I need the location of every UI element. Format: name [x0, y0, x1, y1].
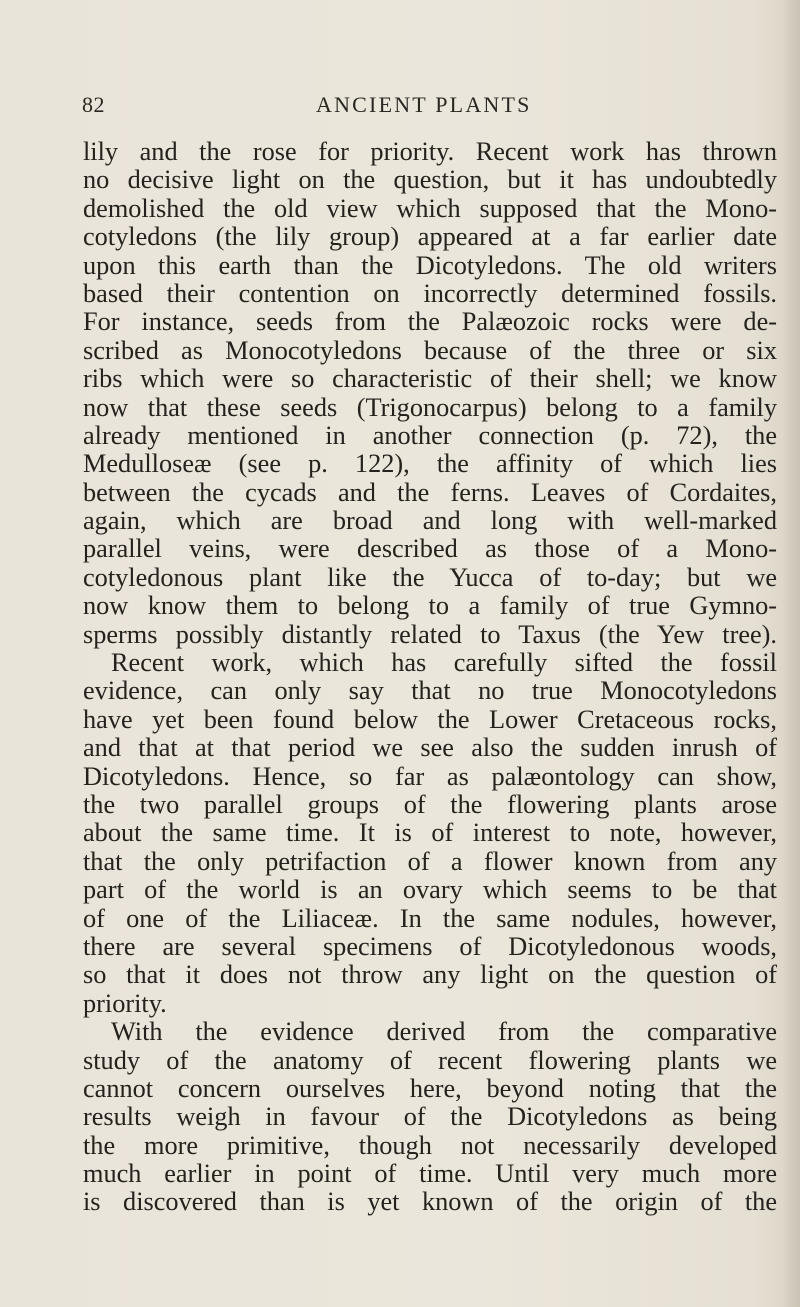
text-line: demolished the old view which supposed that the Mono-: [83, 193, 777, 223]
text-line: upon this earth than the Dicotyledons. The old writers: [83, 250, 777, 280]
page-header: [0, 92, 800, 126]
text-line: parallel veins, were described as those of a Mono-: [83, 534, 777, 564]
text-line: between the cycads and the ferns. Leaves of Cordaites,: [83, 477, 777, 507]
text-line: study of the anatomy of recent flowering plants we: [83, 1045, 777, 1075]
text-line: so that it does not throw any light on the question of: [83, 960, 777, 990]
text-line: now know them to belong to a family of true Gymno-: [83, 591, 777, 621]
text-line: is discovered than is yet known of the origin of the: [83, 1187, 777, 1217]
page-number: 82: [82, 92, 105, 117]
text-line: there are several specimens of Dicotyledonous woods,: [83, 931, 777, 961]
text-line: much earlier in point of time. Until very much more: [83, 1159, 777, 1189]
text-line: the two parallel groups of the flowering plants arose: [83, 789, 777, 819]
text-line: Medulloseæ (see p. 122), the affinity of which lies: [83, 449, 777, 479]
text-line: now that these seeds (Trigonocarpus) belong to a family: [83, 392, 777, 422]
text-line: cotyledonous plant like the Yucca of to-day; but we: [83, 562, 777, 592]
running-head: ANCIENT PLANTS: [316, 92, 532, 117]
text-line: no decisive light on the question, but it has undoubtedly: [83, 165, 777, 195]
text-line: again, which are broad and long with well-marked: [83, 506, 777, 536]
text-line: results weigh in favour of the Dicotyledons as being: [83, 1102, 777, 1132]
text-line: lily and the rose for priority. Recent work has thrown: [83, 137, 777, 166]
text-line: about the same time. It is of interest to note, however,: [83, 818, 777, 848]
text-line: Recent work, which has carefully sifted the fossil: [111, 648, 777, 678]
text-line: sperms possibly distantly related to Taxus (the Yew tree).: [83, 619, 777, 649]
page-edge-shadow: [782, 0, 800, 1307]
text-line: ribs which were so characteristic of their shell; we know: [83, 364, 777, 394]
text-line: of one of the Liliaceæ. In the same nodules, however,: [83, 903, 777, 933]
text-line: priority.: [83, 988, 167, 1018]
text-line: part of the world is an ovary which seems to be that: [83, 875, 777, 905]
body-text: [83, 138, 777, 1217]
text-line: Dicotyledons. Hence, so far as palæontology can show,: [83, 761, 777, 791]
text-line: cotyledons (the lily group) appeared at a far earlier date: [83, 222, 777, 252]
text-line: With the evidence derived from the comparative: [111, 1017, 777, 1047]
text-line: have yet been found below the Lower Cretaceous rocks,: [83, 704, 777, 734]
text-line: scribed as Monocotyledons because of the three or six: [83, 335, 777, 365]
text-line: For instance, seeds from the Palæozoic rocks were de-: [83, 307, 777, 337]
text-line: cannot concern ourselves here, beyond noting that the: [83, 1073, 777, 1103]
text-line: that the only petrifaction of a flower known from any: [83, 846, 777, 876]
text-line: the more primitive, though not necessarily developed: [83, 1130, 777, 1160]
text-line: based their contention on incorrectly determined fossils.: [83, 278, 777, 308]
text-line: and that at that period we see also the sudden inrush of: [83, 733, 777, 763]
text-line: evidence, can only say that no true Monocotyledons: [83, 676, 777, 706]
text-line: already mentioned in another connection (p. 72), the: [83, 420, 777, 450]
